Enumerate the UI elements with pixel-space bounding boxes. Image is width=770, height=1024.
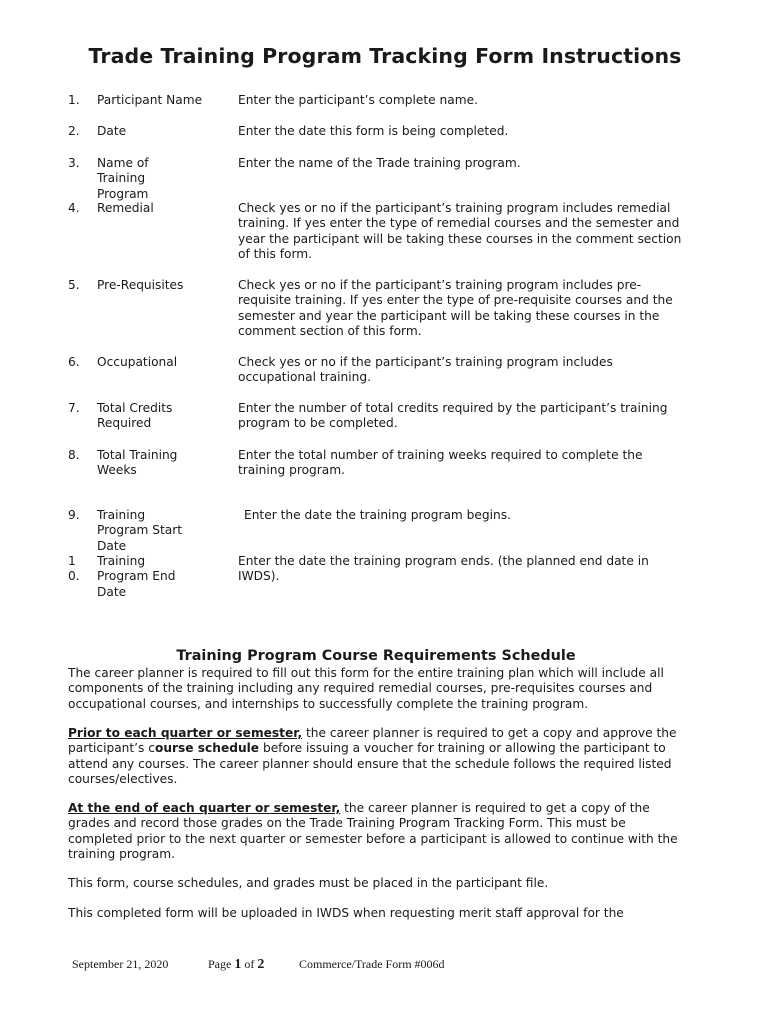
item-number: 1 0. (68, 554, 80, 584)
item-label: Name of Training Program (97, 156, 149, 201)
footer-date: September 21, 2020 (72, 957, 169, 971)
section-heading: Training Program Course Requirements Schedule (176, 648, 576, 664)
emphasis-text: ourse schedule (154, 741, 260, 756)
emphasis-text: Prior to each quarter or semester, (68, 726, 303, 740)
item-description: Enter the total number of training weeks required to complete the training program. (238, 448, 643, 478)
paragraph-text: the career planner is required to get a copy and approve the participant’s c (68, 726, 677, 756)
footer-form-id: Commerce/Trade Form #006d (299, 957, 445, 971)
item-description: Enter the date the training program begins. (244, 508, 511, 522)
paragraph-text: the career planner is required to get a copy of the grades and record those grades on the Trade Training Program Tracking Form. This must be completed prior to the next quarter or semester before a participant is allowed to continue with the training program. (68, 801, 678, 861)
item-description: Check yes or no if the participant’s training program includes remedial training. If yes enter the type of remedial courses and the semester and year the participant will be taking these courses in the comment section of this form. (238, 201, 682, 261)
item-label: Date (97, 124, 127, 138)
item-label: Total Training Weeks (97, 448, 178, 478)
item-number: 4. (68, 201, 80, 215)
item-label: Total Credits Required (97, 401, 173, 431)
item-number: 5. (68, 278, 80, 292)
intro-paragraph: The career planner is required to fill out this form for the entire training plan which will include all components of the training including any required remedial courses, pre-requisites courses and occupational courses, and internships to successfully complete the training program. (68, 666, 664, 711)
item-label: Training Program End Date (97, 554, 176, 599)
item-label: Occupational (97, 355, 178, 369)
item-description: Enter the number of total credits required by the participant’s training program to be completed. (238, 401, 668, 431)
footer-page-number (208, 957, 264, 973)
item-description: Check yes or no if the participant’s training program includes occupational training. (238, 355, 613, 385)
item-number: 9. (68, 508, 80, 522)
paragraph-text: before issuing a voucher for training or allowing the participant to attend any courses. The career planner should ensure that the schedule follows the required listed courses/electives. (68, 741, 672, 786)
upload-paragraph: This completed form will be uploaded in IWDS when requesting merit staff approval for the (68, 906, 624, 920)
item-description: Enter the name of the Trade training program. (238, 156, 521, 170)
page-title: Trade Training Program Tracking Form Instructions (88, 44, 682, 68)
page-word: Page (208, 957, 235, 971)
item-number: 2. (68, 124, 80, 138)
item-description: Enter the participant’s complete name. (238, 93, 478, 107)
of-word: of (241, 957, 258, 971)
item-number: 7. (68, 401, 80, 415)
item-number: 6. (68, 355, 80, 369)
emphasis-text: At the end of each quarter or semester, (68, 801, 341, 815)
item-number: 8. (68, 448, 80, 462)
item-description: Check yes or no if the participant’s training program includes pre-requisite training. If yes enter the type of pre-requisite courses and the semester and year the participant will be taking these courses in the comment section of this form. (238, 278, 673, 338)
file-paragraph: This form, course schedules, and grades must be placed in the participant file. (68, 876, 549, 890)
item-label: Remedial (97, 201, 154, 215)
page-total: 2 (257, 957, 265, 972)
item-number: 3. (68, 156, 80, 170)
item-label: Pre-Requisites (97, 278, 184, 292)
item-description: Enter the date this form is being completed. (238, 124, 509, 138)
quarter-end-paragraph (68, 801, 680, 862)
page-current: 1 (234, 957, 242, 972)
item-label: Participant Name (97, 93, 203, 107)
item-label: Training Program Start Date (97, 508, 183, 553)
quarter-start-paragraph (68, 726, 688, 787)
item-description: Enter the date the training program ends. (the planned end date in IWDS). (238, 554, 649, 584)
item-number: 1. (68, 93, 80, 107)
